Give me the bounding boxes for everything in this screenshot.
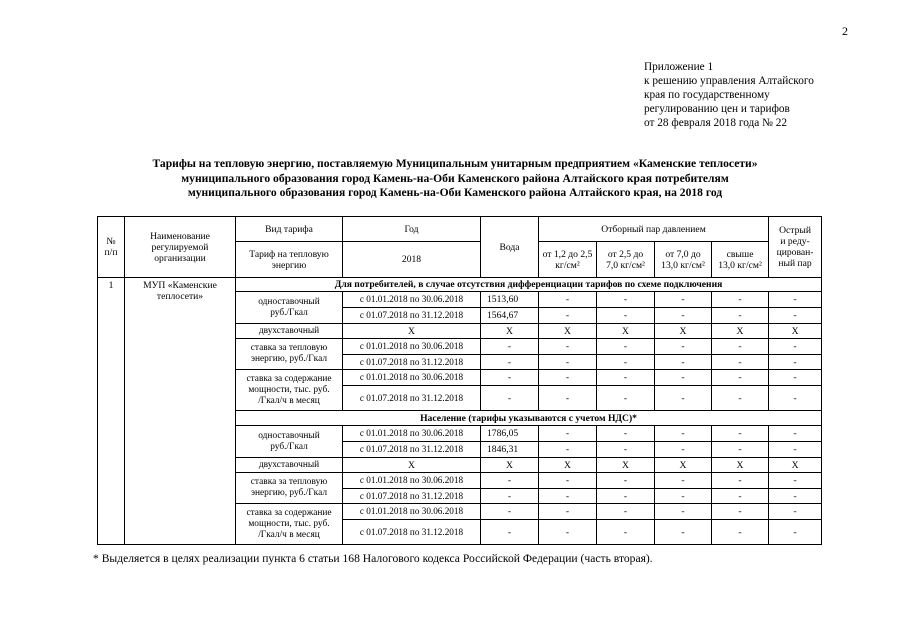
- organization-name: МУП «Каменские теплосети»: [125, 278, 236, 545]
- steam-value: -: [712, 520, 769, 545]
- steam-value: -: [712, 308, 769, 324]
- steam-value: X: [539, 324, 597, 339]
- period: с 01.01.2018 по 30.06.2018: [343, 426, 481, 442]
- tariff-name: двухставочный: [236, 324, 343, 339]
- steam-value: -: [655, 489, 712, 504]
- steam-value: X: [769, 324, 822, 339]
- tariff-name: одноставочный руб./Гкал: [236, 292, 343, 324]
- appendix-line: края по государственному: [644, 89, 770, 101]
- steam-value: -: [655, 442, 712, 458]
- header-sharp-steam: Острый и реду- цирован- ный пар: [769, 217, 822, 278]
- water-value: 1564,67: [481, 308, 539, 324]
- steam-value: -: [655, 355, 712, 370]
- water-value: -: [481, 504, 539, 520]
- header-pressure-2: от 2,5 до 7,0 кг/см²: [597, 242, 655, 278]
- title-line: Тарифы на тепловую энергию, поставляемую Муниципальным унитарным предприятием «Каменские теплосети»: [152, 157, 758, 170]
- tariff-name: ставка за тепловую энергию, руб./Гкал: [236, 339, 343, 370]
- period: с 01.01.2018 по 30.06.2018: [343, 339, 481, 355]
- page-number: 2: [842, 24, 848, 38]
- steam-value: -: [712, 442, 769, 458]
- steam-value: X: [769, 458, 822, 473]
- period: с 01.07.2018 по 31.12.2018: [343, 355, 481, 370]
- steam-value: -: [597, 520, 655, 545]
- water-value: -: [481, 370, 539, 386]
- title-line: муниципального образования город Камень-на-Оби Каменского района Алтайского края потребителям: [181, 171, 729, 185]
- header-pressure-3: от 7,0 до 13,0 кг/см²: [655, 242, 712, 278]
- steam-value: -: [539, 426, 597, 442]
- tariff-table: [97, 216, 822, 545]
- steam-value: -: [712, 489, 769, 504]
- steam-value: -: [655, 473, 712, 489]
- steam-value: -: [769, 292, 822, 308]
- appendix-note: [644, 60, 814, 130]
- steam-value: -: [655, 386, 712, 411]
- steam-value: -: [597, 292, 655, 308]
- steam-value: -: [597, 426, 655, 442]
- water-value: -: [481, 520, 539, 545]
- steam-value: -: [539, 504, 597, 520]
- document-title: [60, 157, 850, 201]
- steam-value: -: [655, 339, 712, 355]
- period: с 01.07.2018 по 31.12.2018: [343, 520, 481, 545]
- tariff-name: ставка за содержание мощности, тыс. руб. /Гкал/ч в месяц: [236, 504, 343, 545]
- steam-value: -: [655, 308, 712, 324]
- steam-value: -: [769, 520, 822, 545]
- period: X: [343, 324, 481, 339]
- header-steam: Отборный пар давлением: [539, 217, 769, 242]
- steam-value: -: [655, 370, 712, 386]
- steam-value: -: [597, 370, 655, 386]
- steam-value: X: [655, 324, 712, 339]
- header-num: № п/п: [98, 217, 125, 278]
- header-water: Вода: [481, 217, 539, 278]
- steam-value: -: [655, 504, 712, 520]
- steam-value: X: [712, 324, 769, 339]
- steam-value: -: [769, 473, 822, 489]
- tariff-name: одноставочный руб./Гкал: [236, 426, 343, 458]
- water-value: 1513,60: [481, 292, 539, 308]
- water-value: -: [481, 489, 539, 504]
- steam-value: -: [712, 426, 769, 442]
- period: с 01.07.2018 по 31.12.2018: [343, 308, 481, 324]
- steam-value: -: [539, 339, 597, 355]
- steam-value: -: [769, 442, 822, 458]
- steam-value: -: [597, 442, 655, 458]
- tariff-name: ставка за содержание мощности, тыс. руб. /Гкал/ч в месяц: [236, 370, 343, 411]
- steam-value: -: [539, 370, 597, 386]
- steam-value: -: [712, 370, 769, 386]
- steam-value: -: [539, 308, 597, 324]
- steam-value: -: [769, 370, 822, 386]
- steam-value: -: [539, 292, 597, 308]
- header-org: Наименование регулируемой организации: [125, 217, 236, 278]
- steam-value: X: [539, 458, 597, 473]
- steam-value: -: [597, 386, 655, 411]
- steam-value: -: [597, 308, 655, 324]
- steam-value: -: [597, 489, 655, 504]
- period: с 01.07.2018 по 31.12.2018: [343, 489, 481, 504]
- steam-value: -: [655, 426, 712, 442]
- steam-value: -: [712, 339, 769, 355]
- water-value: 1786,05: [481, 426, 539, 442]
- water-value: 1846,31: [481, 442, 539, 458]
- appendix-line: от 28 февраля 2018 года № 22: [644, 117, 788, 129]
- period: с 01.01.2018 по 30.06.2018: [343, 370, 481, 386]
- header-tariff-type: Вид тарифа: [236, 217, 343, 242]
- steam-value: -: [769, 386, 822, 411]
- steam-value: -: [597, 504, 655, 520]
- period: с 01.07.2018 по 31.12.2018: [343, 442, 481, 458]
- steam-value: -: [769, 355, 822, 370]
- steam-value: X: [655, 458, 712, 473]
- tariff-name: ставка за тепловую энергию, руб./Гкал: [236, 473, 343, 504]
- steam-value: -: [769, 426, 822, 442]
- steam-value: -: [539, 473, 597, 489]
- steam-value: -: [655, 292, 712, 308]
- header-pressure-1: от 1,2 до 2,5 кг/см²: [539, 242, 597, 278]
- appendix-line: к решению управления Алтайского: [644, 75, 814, 87]
- steam-value: X: [597, 324, 655, 339]
- steam-value: -: [769, 339, 822, 355]
- header-year: Год: [343, 217, 481, 242]
- header-row: [98, 217, 822, 242]
- section-title: Население (тарифы указываются с учетом НДС)*: [236, 411, 822, 426]
- title-line: муниципального образования город Камень-на-Оби Каменского района Алтайского края, на 2018 год: [187, 186, 723, 199]
- row-number: 1: [98, 278, 125, 545]
- steam-value: -: [655, 520, 712, 545]
- steam-value: -: [597, 473, 655, 489]
- water-value: -: [481, 355, 539, 370]
- steam-value: -: [769, 489, 822, 504]
- water-value: -: [481, 473, 539, 489]
- steam-value: -: [712, 355, 769, 370]
- header-year-value: 2018: [343, 242, 481, 278]
- steam-value: X: [597, 458, 655, 473]
- water-value: -: [481, 386, 539, 411]
- steam-value: -: [769, 308, 822, 324]
- period: с 01.07.2018 по 31.12.2018: [343, 386, 481, 411]
- appendix-line: регулированию цен и тарифов: [644, 103, 790, 115]
- section-title: Для потребителей, в случае отсутствия дифференциации тарифов по схеме подключения: [236, 278, 822, 292]
- steam-value: -: [597, 339, 655, 355]
- period: с 01.01.2018 по 30.06.2018: [343, 473, 481, 489]
- header-pressure-4: свыше 13,0 кг/см²: [712, 242, 769, 278]
- steam-value: X: [712, 458, 769, 473]
- tariff-name: двухставочный: [236, 458, 343, 473]
- steam-value: -: [597, 355, 655, 370]
- footnote: * Выделяется в целях реализации пункта 6 статьи 168 Налогового кодекса Российской Федерации (часть вторая).: [93, 552, 653, 565]
- appendix-line: Приложение 1: [644, 61, 714, 73]
- period: с 01.01.2018 по 30.06.2018: [343, 292, 481, 308]
- steam-value: -: [769, 504, 822, 520]
- section-row: [98, 278, 822, 292]
- period: с 01.01.2018 по 30.06.2018: [343, 504, 481, 520]
- water-value: -: [481, 339, 539, 355]
- water-value: X: [481, 458, 539, 473]
- period: X: [343, 458, 481, 473]
- steam-value: -: [539, 355, 597, 370]
- steam-value: -: [712, 292, 769, 308]
- steam-value: -: [539, 520, 597, 545]
- steam-value: -: [539, 489, 597, 504]
- header-tariff-energy: Тариф на тепловую энергию: [236, 242, 343, 278]
- steam-value: -: [712, 473, 769, 489]
- steam-value: -: [712, 504, 769, 520]
- steam-value: -: [712, 386, 769, 411]
- water-value: X: [481, 324, 539, 339]
- steam-value: -: [539, 386, 597, 411]
- steam-value: -: [539, 442, 597, 458]
